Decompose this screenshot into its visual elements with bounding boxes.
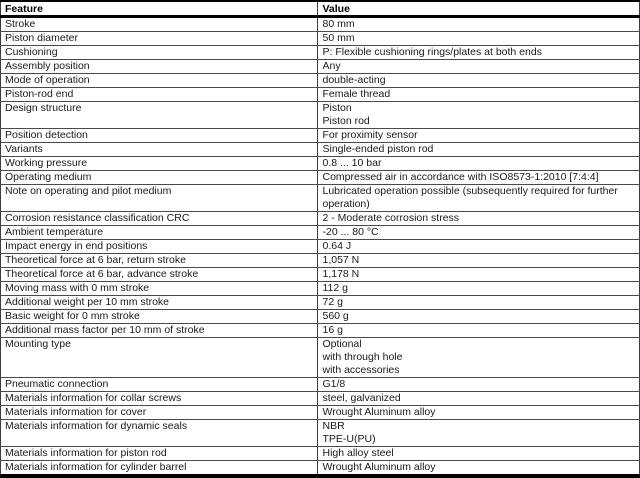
value-line: 560 g (322, 310, 349, 322)
feature-cell: Materials information for cylinder barrel (1, 461, 318, 477)
table-row (1, 254, 640, 268)
table-row (1, 282, 640, 296)
table-row (1, 171, 640, 185)
value-cell (318, 185, 640, 212)
value-cell (318, 143, 640, 157)
value-line: 16 g (322, 324, 343, 336)
value-line: P: Flexible cushioning rings/plates at both ends (322, 46, 542, 58)
feature-cell: Piston-rod end (1, 88, 318, 102)
feature-cell: Additional mass factor per 10 mm of stroke (1, 324, 318, 338)
value-line: 0.8 ... 10 bar (322, 157, 382, 169)
table-row (1, 102, 640, 129)
header-row (1, 1, 640, 17)
value-line: 50 mm (322, 32, 355, 44)
feature-cell: Impact energy in end positions (1, 240, 318, 254)
value-cell (318, 378, 640, 392)
value-cell (318, 447, 640, 461)
value-cell (318, 32, 640, 46)
value-line: High alloy steel (322, 447, 394, 459)
value-line: 2 - Moderate corrosion stress (322, 212, 460, 224)
table-row (1, 461, 640, 477)
value-line: TPE-U(PU) (322, 433, 376, 445)
table-row (1, 406, 640, 420)
table-row (1, 185, 640, 212)
feature-cell: Mode of operation (1, 74, 318, 88)
feature-cell: Design structure (1, 102, 318, 129)
table-row (1, 129, 640, 143)
value-cell (318, 338, 640, 378)
value-line: NBR (322, 420, 345, 432)
value-cell (318, 74, 640, 88)
value-line: 112 g (322, 282, 348, 294)
feature-cell: Mounting type (1, 338, 318, 378)
feature-cell: Moving mass with 0 mm stroke (1, 282, 318, 296)
value-line: Piston rod (322, 115, 370, 127)
value-cell (318, 392, 640, 406)
table-row (1, 324, 640, 338)
table-row (1, 338, 640, 378)
table-row (1, 88, 640, 102)
value-cell (318, 268, 640, 282)
feature-cell: Additional weight per 10 mm stroke (1, 296, 318, 310)
table-row (1, 143, 640, 157)
value-cell (318, 310, 640, 324)
table-row (1, 392, 640, 406)
value-line: steel, galvanized (322, 392, 401, 404)
value-cell (318, 254, 640, 268)
feature-cell: Materials information for collar screws (1, 392, 318, 406)
value-line: Piston (322, 102, 352, 114)
value-line: Lubricated operation possible (subsequently required for further operation) (322, 185, 618, 210)
feature-cell: Materials information for cover (1, 406, 318, 420)
value-line: with through hole (322, 351, 403, 363)
value-cell (318, 102, 640, 129)
table-row (1, 268, 640, 282)
value-cell (318, 171, 640, 185)
feature-column-header: Feature (1, 1, 318, 17)
table-body (1, 17, 640, 477)
value-line: with accessories (322, 364, 400, 376)
value-cell (318, 420, 640, 447)
value-cell (318, 60, 640, 74)
feature-cell: Cushioning (1, 46, 318, 60)
feature-cell: Materials information for piston rod (1, 447, 318, 461)
value-line: 1,178 N (322, 268, 360, 280)
value-line: -20 ... 80 °C (322, 226, 379, 238)
value-cell (318, 296, 640, 310)
value-line: Optional (322, 338, 362, 350)
value-line: For proximity sensor (322, 129, 418, 141)
value-line: 1,057 N (322, 254, 360, 266)
table-row (1, 32, 640, 46)
feature-cell: Note on operating and pilot medium (1, 185, 318, 212)
feature-cell: Ambient temperature (1, 226, 318, 240)
feature-cell: Pneumatic connection (1, 378, 318, 392)
feature-cell: Position detection (1, 129, 318, 143)
value-line: 0.64 J (322, 240, 352, 252)
table-row (1, 240, 640, 254)
value-line: double-acting (322, 74, 386, 86)
value-line: 72 g (322, 296, 343, 308)
feature-cell: Assembly position (1, 60, 318, 74)
value-line: Compressed air in accordance with ISO8573-1:2010 [7:4:4] (322, 171, 599, 183)
feature-cell: Corrosion resistance classification CRC (1, 212, 318, 226)
value-cell (318, 212, 640, 226)
feature-cell: Working pressure (1, 157, 318, 171)
feature-cell: Piston diameter (1, 32, 318, 46)
table-row (1, 310, 640, 324)
value-cell (318, 240, 640, 254)
feature-cell: Stroke (1, 17, 318, 32)
value-cell (318, 17, 640, 32)
value-cell (318, 282, 640, 296)
value-cell (318, 226, 640, 240)
table-row (1, 420, 640, 447)
table-row (1, 157, 640, 171)
feature-cell: Basic weight for 0 mm stroke (1, 310, 318, 324)
value-line: Wrought Aluminum alloy (322, 406, 436, 418)
feature-cell: Operating medium (1, 171, 318, 185)
table-row (1, 226, 640, 240)
table-row (1, 74, 640, 88)
value-line: 80 mm (322, 18, 355, 30)
feature-cell: Materials information for dynamic seals (1, 420, 318, 447)
value-cell (318, 88, 640, 102)
value-line: Wrought Aluminum alloy (322, 461, 436, 473)
value-line: G1/8 (322, 378, 346, 390)
value-column-header: Value (318, 1, 640, 17)
table-row (1, 212, 640, 226)
feature-cell: Theoretical force at 6 bar, return stroke (1, 254, 318, 268)
value-line: Single-ended piston rod (322, 143, 434, 155)
value-cell (318, 129, 640, 143)
feature-cell: Variants (1, 143, 318, 157)
table-row (1, 46, 640, 60)
value-cell (318, 157, 640, 171)
table-row (1, 447, 640, 461)
value-cell (318, 406, 640, 420)
table-row (1, 296, 640, 310)
value-line: Any (322, 60, 341, 72)
feature-cell: Theoretical force at 6 bar, advance stroke (1, 268, 318, 282)
value-cell (318, 461, 640, 477)
table-row (1, 60, 640, 74)
table-row (1, 378, 640, 392)
table-row (1, 17, 640, 32)
value-cell (318, 46, 640, 60)
value-line: Female thread (322, 88, 391, 100)
table-header (1, 1, 640, 17)
value-cell (318, 324, 640, 338)
